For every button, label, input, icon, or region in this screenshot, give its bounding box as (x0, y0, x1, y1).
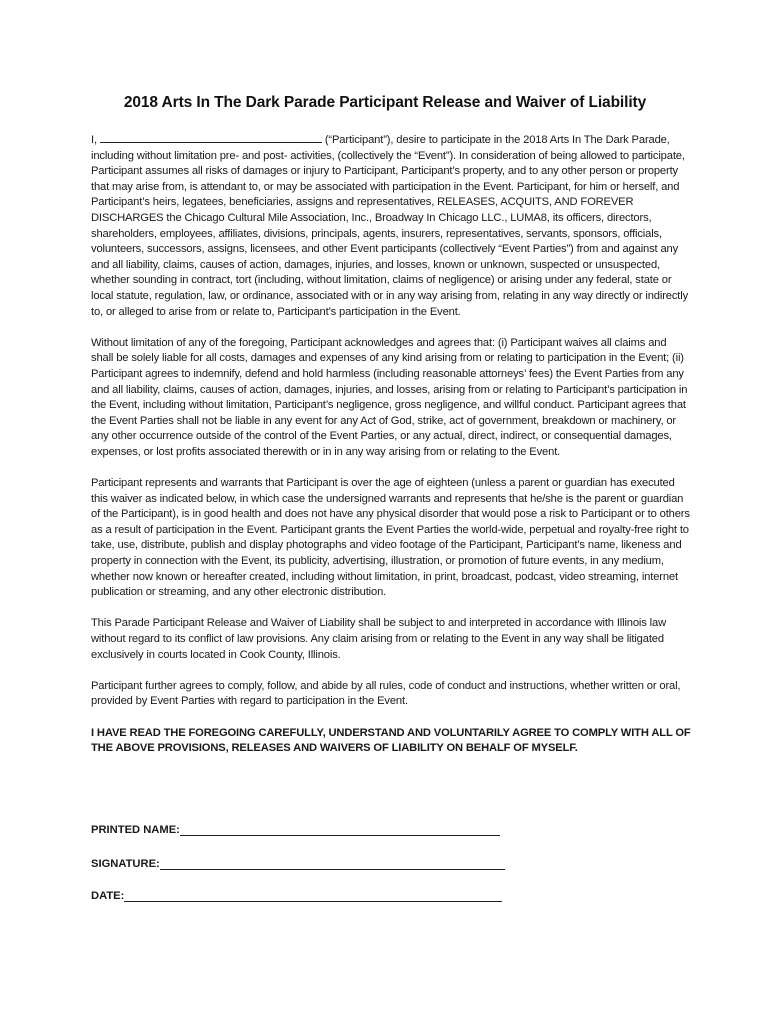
date-field (91, 890, 502, 902)
printed-name-field (91, 824, 500, 836)
paragraph-indemnity: Without limitation of any of the foregoing, Participant acknowledges and agrees that: (i) Participant waives all claims and shall be solely liable for all costs, damages and expenses of any kind arising from or relating to participation in the Event; (ii) Participant agrees to indemnify, defend and hold harmless (including reasonable attorneys’ fees) the Event Parties from any and all liability, claims, causes of action, damages, injuries, and losses, arising from or relating to Participant’s participation in the Event, including without limitation, Participant’s negligence, gross negligence, and willful conduct. Participant agrees that the Event Parties shall not be liable in any event for any Act of God, strike, act of government, breakdown or machinery, or any other occurrence outside of the control of the Event Parties, or any actual, direct, indirect, or consequential damages, expenses, or lost profits associated therewith or in in any way arising from or relating to the Event. (91, 336, 688, 458)
date-line[interactable] (124, 890, 502, 902)
acknowledgement-statement: I HAVE READ THE FOREGOING CAREFULLY, UNDERSTAND AND VOLUNTARILY AGREE TO COMPLY WITH ALL OF THE ABOVE PROVISIONS, RELEASES AND WAIVERS OF LIABILITY ON BEHALF OF MYSELF. (91, 726, 691, 755)
document-body (91, 131, 691, 772)
paragraph-release (91, 131, 691, 320)
participant-prefix: I, (91, 134, 100, 146)
signature-label: SIGNATURE: (91, 858, 160, 870)
printed-name-label: PRINTED NAME: (91, 824, 180, 836)
paragraph-representations: Participant represents and warrants that Participant is over the age of eighteen (unless a parent or guardian has executed this waiver as indicated below, in which case the undersigned warrants and represents that he/she is the parent or guardian of the Participant), is in good health and does not have any physical disorder that would pose a risk to Participant or to others as a result of participation in the Event. Participant grants the Event Parties the world-wide, perpetual and royalty-free right to take, use, distribute, publish and display photographs and video footage of the Participant, Participant’s name, likeness and property in connection with the Event, its publicity, advertising, illustration, or promotion of future events, in any medium, whether now known or hereafter created, including without limitation, in print, broadcast, podcast, video streaming, internet publication or streaming, and any other electronic distribution. (91, 477, 690, 599)
document-title: 2018 Arts In The Dark Parade Participant Release and Waiver of Liability (123, 94, 647, 111)
signature-field (91, 858, 505, 870)
paragraph-governing-law: This Parade Participant Release and Waiver of Liability shall be subject to and interpreted in accordance with Illinois law without regard to its conflict of law provisions. Any claim arising from or relating to the Event in any way shall be litigated exclusively in courts located in Cook County, Illinois. (91, 617, 667, 661)
printed-name-line[interactable] (180, 824, 500, 836)
participant-name-blank[interactable] (100, 131, 322, 143)
signature-line[interactable] (160, 858, 505, 870)
paragraph-release-text: (“Participant”), desire to participate in the 2018 Arts In The Dark Parade, including without limitation pre- and post- activities, (collectively the “Event”). In consideration of being allowed to participate, Participant assumes all risks of damages or injury to Participant, Participant’s property, and to any other person or property that may arise from, is attendant to, or may be associated with participation in the Event. Participant, for him or herself, and Participant’s heirs, legatees, beneficiaries, assigns and representatives, RELEASES, ACQUITS, AND FOREVER DISCHARGES the Chicago Cultural Mile Association, Inc., Broadway In Chicago LLC., LUMA8, its officers, directors, shareholders, employees, affiliates, divisions, principals, agents, insurers, representatives, servants, sponsors, officials, volunteers, successors, assigns, licensees, and other Event participants (collectively “Event Parties”) from and against any and all liability, claims, causes of action, damages, injuries, and losses, known or unknown, suspected or unsuspected, whether sounding in contract, tort (including, without limitation, claims of negligence) or arising under any federal, state or local statute, regulation, law, or ordinance, associated with or in any way arising from, relating in any way directly or indirectly to, or alleged to arise from or relate to, Participant’s participation in the Event. (91, 134, 689, 318)
date-label: DATE: (91, 890, 125, 902)
paragraph-compliance: Participant further agrees to comply, follow, and abide by all rules, code of conduct and instructions, whether written or oral, provided by Event Parties with regard to participation in the Event. (91, 679, 681, 708)
